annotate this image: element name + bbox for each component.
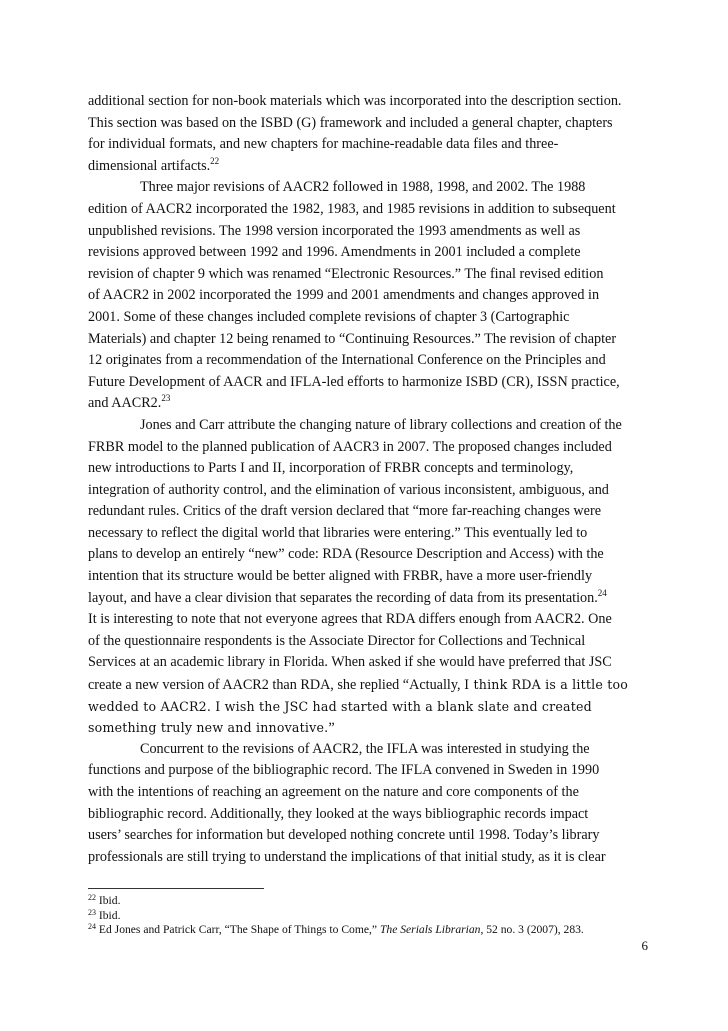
footnote-number: 24 (88, 922, 96, 932)
text-line: professionals are still trying to understand the implications of that initial study, as it is clear (88, 848, 606, 865)
text-line: Future Development of AACR and IFLA-led efforts to harmonize ISBD (CR), ISSN practice, (88, 373, 620, 390)
footnote-ref-23: 23 (161, 393, 171, 404)
text-line: necessary to reflect the digital world that libraries were entering.” This eventually led to (88, 524, 588, 541)
text-line: intention that its structure would be better aligned with FRBR, have a more user-friendly (88, 568, 593, 585)
text-run: dimensional artifacts. (88, 157, 211, 174)
text-line: Jones and Carr attribute the changing nature of library collections and creation of the (140, 416, 622, 433)
body-text (88, 91, 648, 868)
footnotes (88, 894, 648, 938)
footnote-text: , 52 no. 3 (2007), 283. (480, 923, 584, 937)
text-line: revisions approved between 1992 and 1996. Amendments in 2001 included a complete (88, 244, 581, 261)
text-run: layout, and have a clear division that separates the recording of data from its presentation. (88, 589, 598, 606)
text-run: ” (328, 720, 335, 737)
text-line: Materials) and chapter 12 being renamed to “Continuing Resources.” The revision of chapter (88, 330, 617, 347)
footnote-number: 23 (88, 907, 96, 917)
text-line: for individual formats, and new chapters for machine-readable data files and three- (88, 136, 559, 153)
text-line: integration of authority control, and the elimination of various inconsistent, ambiguous, and (88, 481, 609, 498)
text-line (88, 588, 648, 610)
text-line: FRBR model to the planned publication of AACR3 in 2007. The proposed changes included (88, 438, 612, 455)
footnote-divider (88, 888, 264, 889)
page-number: 6 (641, 938, 648, 953)
text-run: create a new version of AACR2 than RDA, she replied “Actually, (88, 677, 465, 694)
text-line: It is interesting to note that not everyone agrees that RDA differs enough from AACR2. One (88, 611, 612, 628)
text-line (88, 717, 648, 739)
text-line: of AACR2 in 2002 incorporated the 1999 and 2001 amendments and changes approved in (88, 287, 600, 304)
footnote-text: Ibid. (96, 908, 121, 922)
text-line: Three major revisions of AACR2 followed in 1988, 1998, and 2002. The 1988 (140, 179, 586, 196)
text-line (88, 674, 648, 696)
text-line: unpublished revisions. The 1998 version incorporated the 1993 amendments as well as (88, 222, 581, 239)
text-line: users’ searches for information but developed nothing concrete until 1998. Today’s library (88, 827, 600, 844)
footnote-24 (88, 923, 648, 938)
text-line: revision of chapter 9 which was renamed “Electronic Resources.” The final revised edition (88, 265, 604, 282)
journal-title: The Serials Librarian (379, 923, 481, 937)
text-line: plans to develop an entirely “new” code: RDA (Resource Description and Access) with the (88, 546, 604, 563)
text-line: bibliographic record. Additionally, they looked at the ways bibliographic records impact (88, 805, 589, 822)
footnote-text: Ibid. (96, 894, 121, 907)
text-line: edition of AACR2 incorporated the 1982, 1983, and 1985 revisions in addition to subsequent (88, 200, 616, 217)
text-line: Services at an academic library in Florida. When asked if she would have preferred that JSC (88, 654, 612, 671)
footnote-text: Ed Jones and Patrick Carr, “The Shape of Things to Come,” (96, 923, 380, 937)
text-line: functions and purpose of the bibliographic record. The IFLA convened in Sweden in 1990 (88, 762, 600, 779)
text-line (88, 156, 648, 178)
text-line: new introductions to Parts I and II, incorporation of FRBR concepts and terminology, (88, 460, 574, 477)
text-line: additional section for non-book materials which was incorporated into the description section. (88, 93, 622, 109)
quoted-text-line: wedded to AACR2. I wish the JSC had started with a blank slate and created (88, 698, 592, 714)
footnote-ref-22: 22 (210, 155, 220, 166)
footnote-23 (88, 909, 648, 924)
text-line: This section was based on the ISBD (G) framework and included a general chapter, chapters (88, 114, 613, 131)
text-line: 12 originates from a recommendation of the International Conference on the Principles and (88, 352, 606, 369)
text-line: Concurrent to the revisions of AACR2, the IFLA was interested in studying the (140, 740, 590, 757)
text-line: with the intentions of reaching an agreement on the nature and core components of the (88, 784, 579, 800)
text-line: redundant rules. Critics of the draft version declared that “more far-reaching changes were (88, 503, 601, 520)
quoted-text: something truly new and innovative. (88, 720, 329, 736)
footnote-22 (88, 894, 648, 909)
quoted-text: I think RDA is a little too (464, 677, 629, 693)
text-run: and AACR2. (88, 395, 162, 412)
footnote-number: 22 (88, 893, 96, 902)
text-line: 2001. Some of these changes included complete revisions of chapter 3 (Cartographic (88, 308, 570, 325)
text-line (88, 393, 648, 415)
text-line: of the questionnaire respondents is the Associate Director for Collections and Technical (88, 632, 586, 649)
footnote-ref-24: 24 (597, 587, 607, 598)
